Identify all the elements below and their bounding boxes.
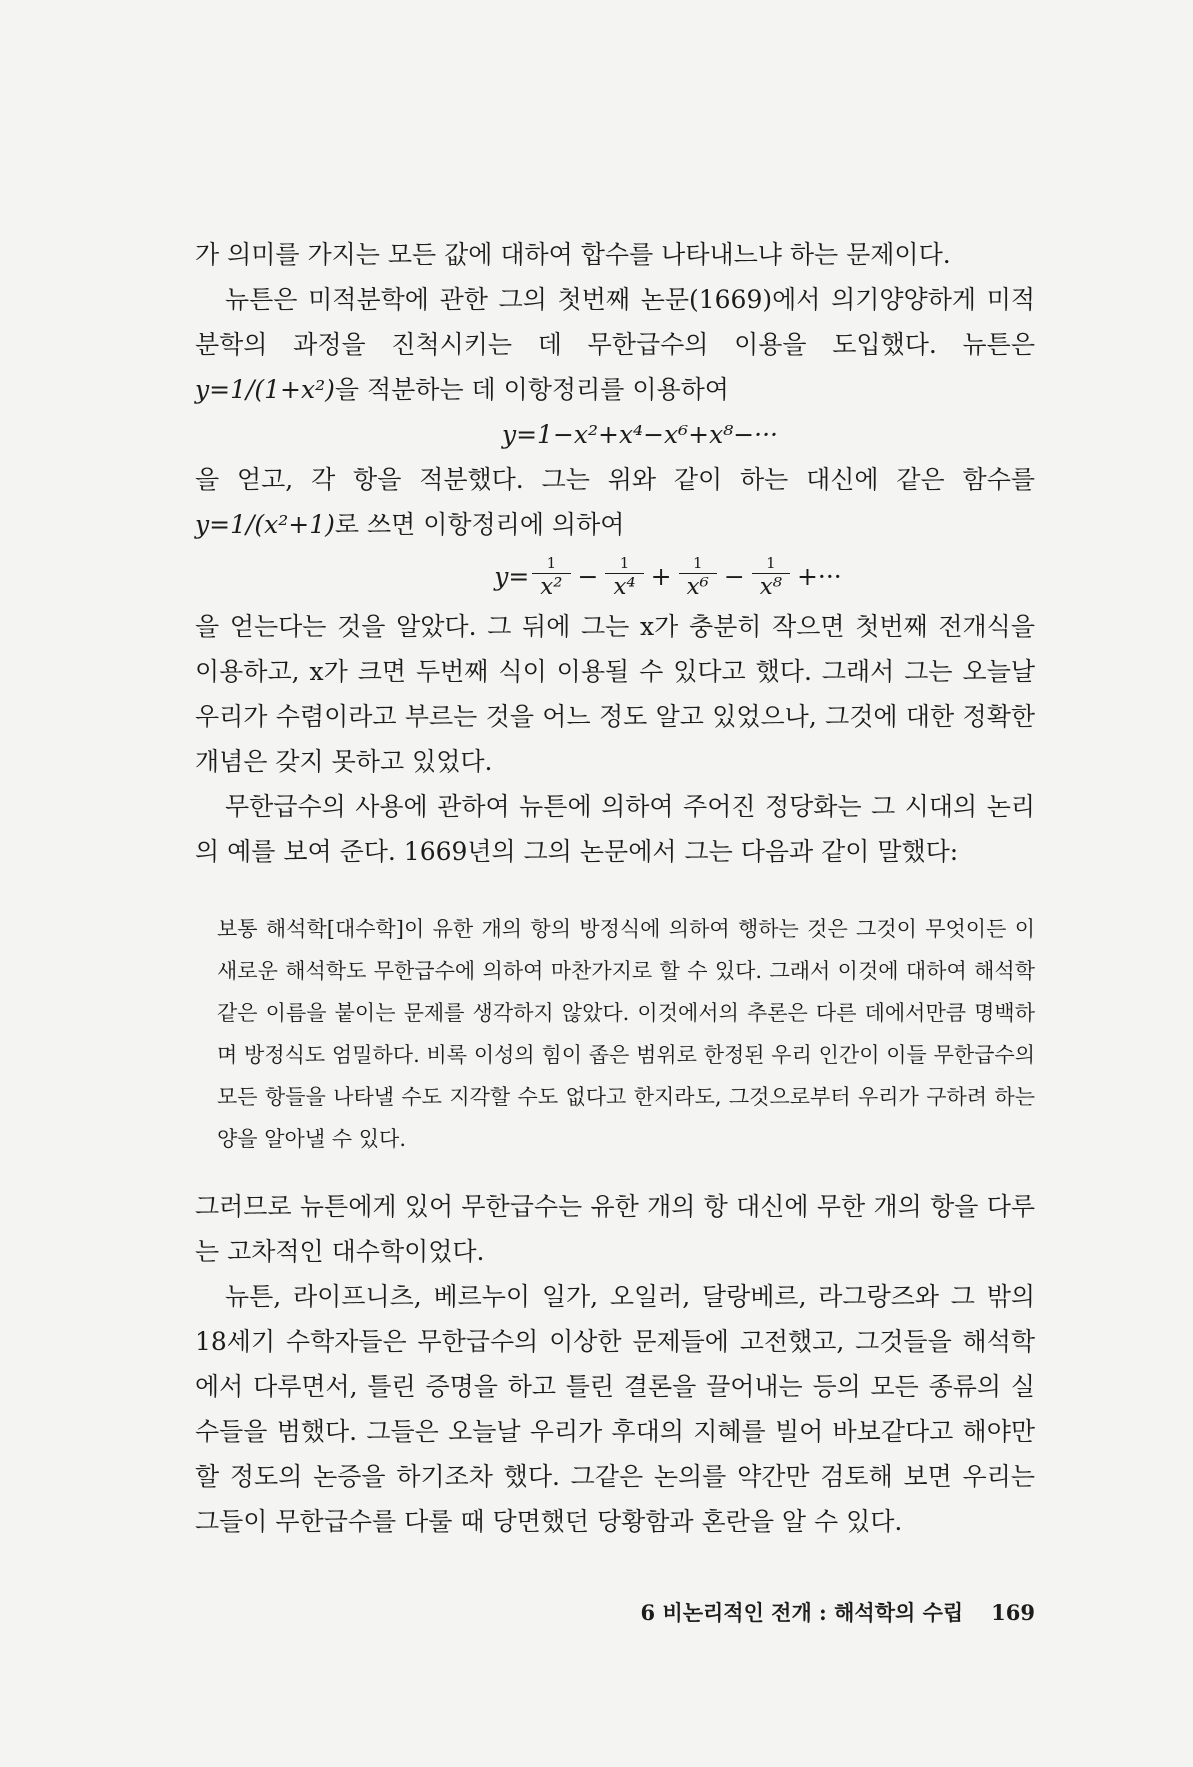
equation-1: y=1−x²+x⁴−x⁶+x⁸−···	[501, 420, 779, 449]
equation-2-line	[494, 553, 846, 600]
fraction-numerator: 1	[546, 554, 557, 572]
paragraph-4: 을 얻는다는 것을 알았다. 그 뒤에 그는 x가 충분히 작으면 첫번째 전개식을 이용하고, x가 크면 두번째 식이 이용될 수 있다고 했다. 그래서 그는 오늘날 우리가 수렴이라고 부르는 것을 어느 정도 알고 있었으나, 그것에 대한 정확한 개념은 갖지 못하고 있었다.	[195, 612, 1035, 776]
equation-2-fraction	[752, 553, 790, 600]
fraction-denominator: x⁸	[752, 573, 790, 600]
paragraph-2-tail: 을 적분하는 데 이항정리를 이용하여	[334, 375, 729, 404]
page-footer	[560, 1598, 1035, 1628]
running-head: 6 비논리적인 전개 : 해석학의 수립	[640, 1600, 964, 1625]
inline-formula-1: y=1/(1+x²)	[195, 375, 335, 404]
paragraph-2-text: 뉴튼은 미적분학에 관한 그의 첫번째 논문(1669)에서 의기양양하게 미적분학의 과정을 진척시키는 데 무한급수의 이용을 도입했다. 뉴튼은	[195, 285, 1035, 359]
equation-2-lhs: y=	[494, 562, 530, 591]
paragraph-3	[195, 457, 1035, 547]
body-text	[195, 232, 1035, 1544]
paragraph-1: 가 의미를 가지는 모든 값에 대하여 합수를 나타내느냐 하는 문제이다.	[195, 240, 951, 269]
paragraph-3-text: 을 얻고, 각 항을 적분했다. 그는 위와 같이 하는 대신에 같은 함수를	[195, 465, 1035, 494]
paragraph-5: 무한급수의 사용에 관하여 뉴튼에 의하여 주어진 정당화는 그 시대의 논리의 예를 보여 준다. 1669년의 그의 논문에서 그는 다음과 같이 말했다:	[195, 792, 1035, 866]
equation-2-fraction	[605, 553, 643, 600]
paragraph-7: 뉴튼, 라이프니츠, 베르누이 일가, 오일러, 달랑베르, 라그랑즈와 그 밖의 18세기 수학자들은 무한급수의 이상한 문제들에 고전했고, 그것들을 해석학에서 다루면서, 틀린 증명을 하고 틀린 결론을 끌어내는 등의 모든 종류의 실수들을 범했다. 그들은 오늘날 우리가 후대의 지혜를 빌어 바보같다고 해야만 할 정도의 논증을 하기조차 했다. 그같은 논의를 약간만 검토해 보면 우리는 그들이 무한급수를 다룰 때 당면했던 당황함과 혼란을 알 수 있다.	[195, 1282, 1035, 1536]
paragraph-2	[195, 277, 1035, 412]
paragraph-6: 그러므로 뉴튼에게 있어 무한급수는 유한 개의 항 대신에 무한 개의 항을 다루는 고차적인 대수학이었다.	[195, 1192, 1035, 1266]
fraction-denominator: x⁶	[679, 573, 717, 600]
equation-2-operator: −	[723, 562, 745, 591]
equation-2-operator: +···	[796, 562, 842, 591]
fraction-denominator: x⁴	[605, 573, 643, 600]
fraction-numerator: 1	[692, 554, 703, 572]
equation-2	[195, 553, 1035, 600]
inline-formula-2: y=1/(x²+1)	[195, 510, 335, 539]
equation-2-fraction	[679, 553, 717, 600]
fraction-numerator: 1	[619, 554, 630, 572]
equation-2-operator: −	[577, 562, 599, 591]
equation-2-fraction	[532, 553, 570, 600]
fraction-denominator: x²	[532, 573, 570, 600]
equation-2-operator: +	[650, 562, 672, 591]
fraction-numerator: 1	[766, 554, 776, 572]
page-number: 169	[991, 1600, 1035, 1625]
block-quote: 보통 해석학[대수학]이 유한 개의 항의 방정식에 의하여 행하는 것은 그것이 무엇이든 이 새로운 해석학도 무한급수에 의하여 마찬가지로 할 수 있다. 그래서 이것에 대하여 해석학 같은 이름을 붙이는 문제를 생각하지 않았다. 이것에서의 추론은 다른 데에서만큼 명백하며 방정식도 엄밀하다. 비록 이성의 힘이 좁은 범위로 한정된 우리 인간이 이들 무한급수의 모든 항들을 나타낼 수도 지각할 수도 없다고 한지라도, 그것으로부터 우리가 구하려 하는 양을 알아낼 수 있다.	[217, 917, 1035, 1151]
paragraph-3-tail: 로 쓰면 이항정리에 의하여	[334, 510, 625, 539]
